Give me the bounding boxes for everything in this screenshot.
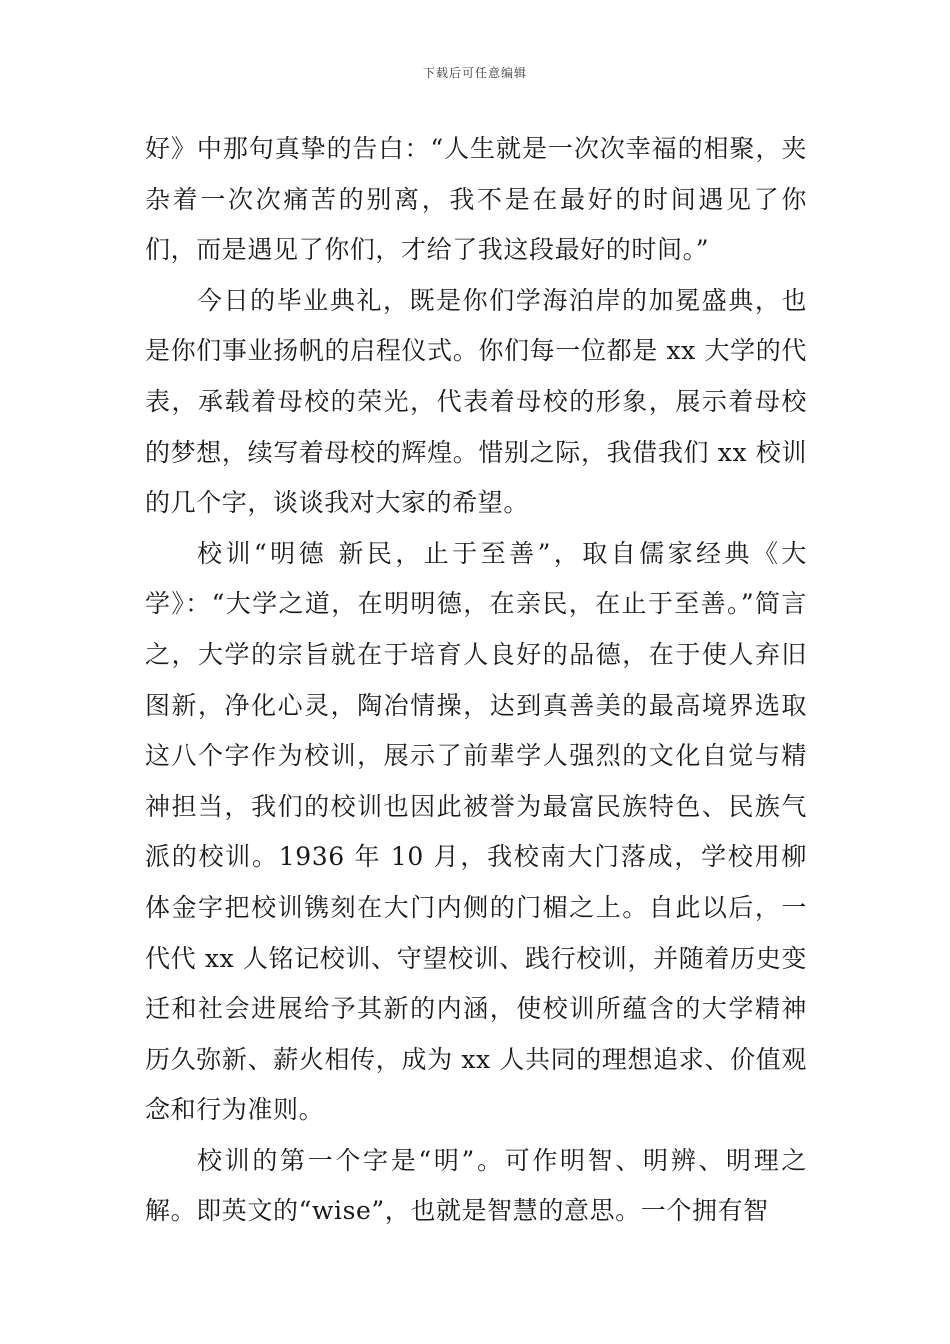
paragraph-2: 今日的毕业典礼，既是你们学海泊岸的加冕盛典，也是你们事业扬帆的启程仪式。你们每一位都是 xx 大学的代表，承载着母校的荣光，代表着母校的形象，展示着母校的梦想，续写着母校的辉煌。惜别之际，我借我们 xx 校训的几个字，谈谈我对大家的希望。 (145, 285, 807, 518)
paragraph-4: 校训的第一个字是“明”。可作明智、明辨、明理之解。即英文的“wise”，也就是智慧的意思。一个拥有智 (145, 1145, 807, 1226)
page-header-note: 下载后可任意编辑 (422, 66, 527, 80)
paragraph-3: 校训“明德 新民，止于至善”，取自儒家经典《大学》：“大学之道，在明明德，在亲民，在止于至善。”简言之，大学的宗旨就在于培育人良好的品德，在于使人弃旧图新，净化心灵，陶冶情操，达到真善美的最高境界选取这八个字作为校训，展示了前辈学人强烈的文化自觉与精神担当，我们的校训也因此被誉为最富民族特色、民族气派的校训。1936 年 10 月，我校南大门落成，学校用柳体金字把校训镌刻在大门内侧的门楣之上。自此以后，一代代 xx 人铭记校训、守望校训、践行校训，并随着历史变迁和社会进展给予其新的内涵，使校训所蕴含的大学精神历久弥新、薪火相传，成为 xx 人共同的理想追求、价值观念和行为准则。 (145, 538, 807, 1125)
paragraph-1: 好》中那句真挚的告白：“人生就是一次次幸福的相聚，夹杂着一次次痛苦的别离，我不是在最好的时间遇见了你们，而是遇见了你们，才给了我这段最好的时间。” (145, 134, 807, 265)
document-body (145, 124, 807, 1237)
